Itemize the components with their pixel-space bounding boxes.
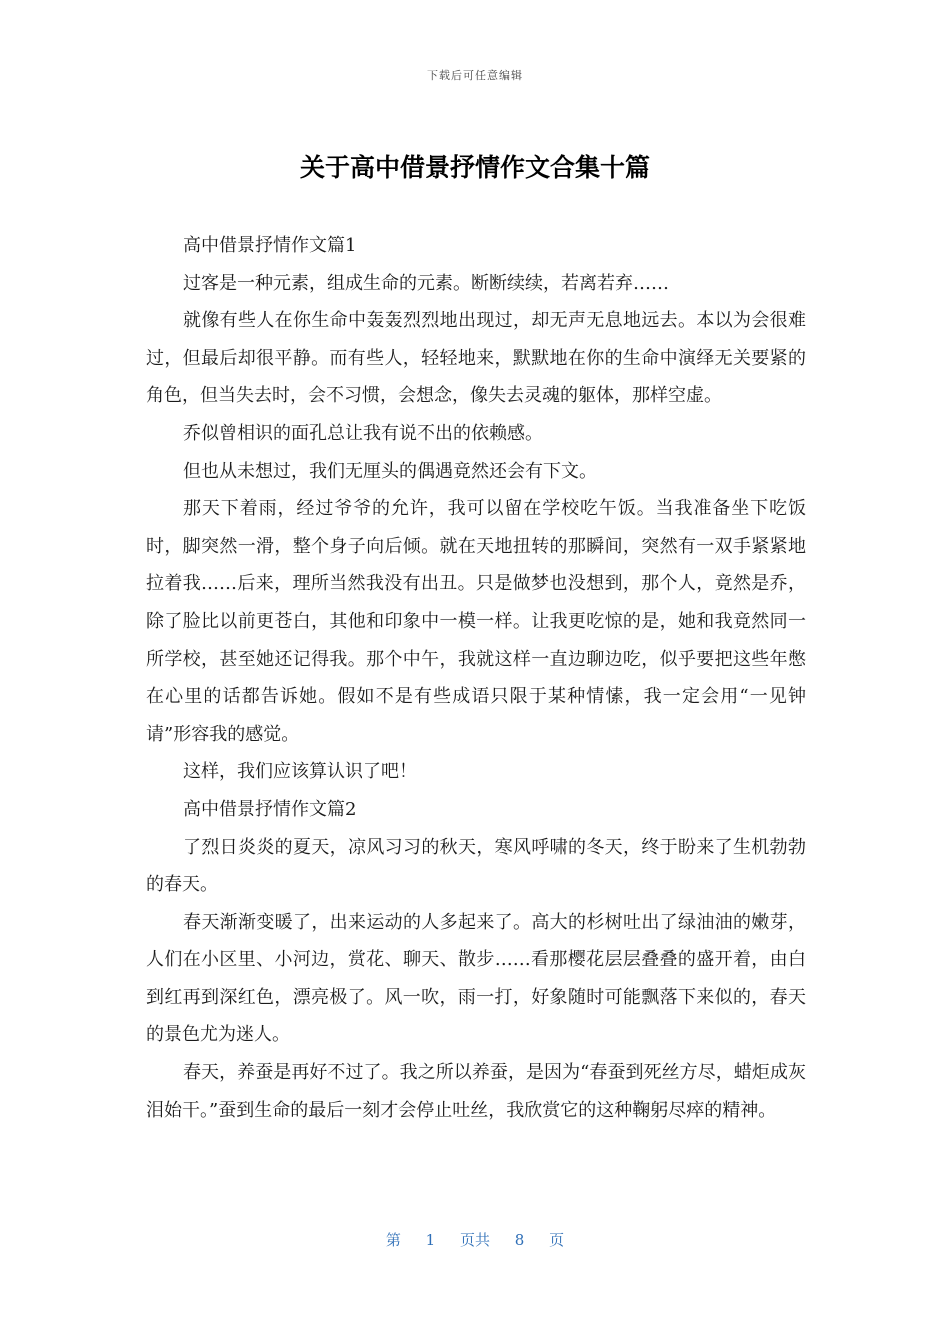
page-footer (0, 1229, 950, 1250)
paragraph: 春天渐渐变暖了，出来运动的人多起来了。高大的杉树吐出了绿油油的嫩芽，人们在小区里、小河边，赏花、聊天、散步……看那樱花层层叠叠的盛开着，由白到红再到深红色，漂亮极了。风一吹，雨一打，好象随时可能飘落下来似的，春天的景色尤为迷人。 (146, 911, 806, 1046)
footer-prefix: 第 (385, 1231, 401, 1249)
document-body (146, 227, 806, 1129)
paragraph: 就像有些人在你生命中轰轰烈烈地出现过，却无声无息地远去。本以为会很难过，但最后却很平静。而有些人，轻轻地来，默默地在你的生命中演绎无关要紧的角色，但当失去时，会不习惯，会想念，像失去灵魂的躯体，那样空虚。 (146, 310, 806, 407)
paragraph: 这样，我们应该算认识了吧！ (183, 761, 417, 783)
header-note: 下载后可任意编辑 (427, 69, 523, 82)
footer-page-number: 1 (425, 1231, 436, 1249)
section-heading-2: 高中借景抒情作文篇2 (183, 798, 357, 820)
paragraph: 了烈日炎炎的夏天，凉风习习的秋天，寒风呼啸的冬天，终于盼来了生机勃勃的春天。 (146, 836, 806, 896)
paragraph: 过客是一种元素，组成生命的元素。断断续续，若离若弃…… (183, 272, 669, 294)
footer-total-pages: 8 (514, 1231, 525, 1249)
footer-suffix: 页 (549, 1231, 565, 1249)
paragraph: 但也从未想过，我们无厘头的偶遇竟然还会有下文。 (183, 460, 597, 482)
footer-middle: 页共 (459, 1231, 490, 1249)
document-title: 关于高中借景抒情作文合集十篇 (299, 153, 650, 182)
paragraph: 春天，养蚕是再好不过了。我之所以养蚕，是因为“春蚕到死丝方尽，蜡炬成灰泪始干。”蚕到生命的最后一刻才会停止吐丝，我欣赏它的这种鞠躬尽瘁的精神。 (146, 1062, 806, 1121)
section-heading-1: 高中借景抒情作文篇1 (183, 235, 357, 256)
paragraph: 乔似曾相识的面孔总让我有说不出的依赖感。 (183, 422, 543, 444)
paragraph: 那天下着雨，经过爷爷的允许，我可以留在学校吃午饭。当我准备坐下吃饭时，脚突然一滑，整个身子向后倾。就在天地扭转的那瞬间，突然有一双手紧紧地拉着我……后来，理所当然我没有出丑。只是做梦也没想到，那个人，竟然是乔，除了脸比以前更苍白，其他和印象中一模一样。让我更吃惊的是，她和我竟然同一所学校，甚至她还记得我。那个中午，我就这样一直边聊边吃，似乎要把这些年憋在心里的话都告诉她。假如不是有些成语只限于某种情愫，我一定会用“一见钟请”形容我的感觉。 (146, 498, 806, 745)
